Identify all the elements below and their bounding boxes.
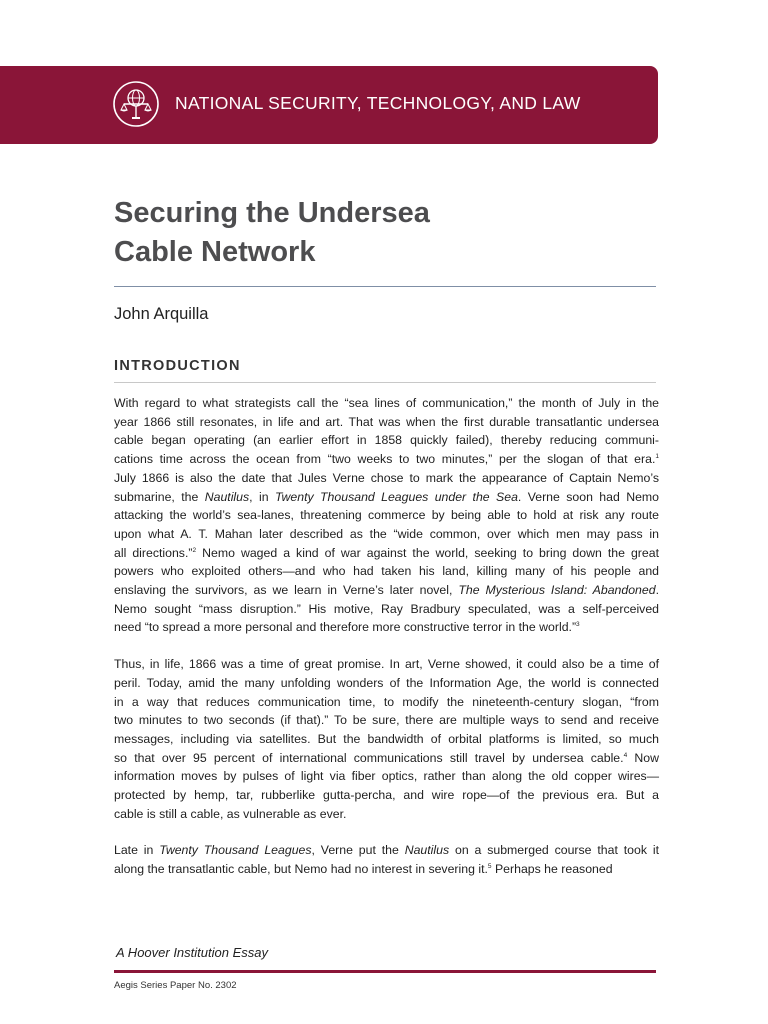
text-run: July 1866 is also the date that Jules Verne chose to mark the appearance of Captain Nemo’s: [114, 470, 659, 485]
section-heading: INTRODUCTION: [114, 358, 241, 374]
paragraph: [114, 841, 659, 878]
text-line: [114, 786, 659, 805]
text-run: .: [655, 583, 659, 598]
text-line: [114, 469, 659, 488]
text-run: two minutes to two seconds (if that).” To be sure, there are multiple ways to send and receive: [114, 713, 659, 728]
text-line: [114, 525, 659, 544]
italic-title: Twenty Thousand Leagues under the Sea: [274, 489, 518, 504]
text-run: cable is still a cable, as vulnerable as ever.: [114, 806, 347, 821]
paper-title: [114, 194, 430, 272]
text-line: [114, 431, 659, 450]
text-run: , Verne put the: [311, 843, 405, 858]
footnote-ref: 4: [623, 751, 628, 759]
essay-label: A Hoover Institution Essay: [116, 945, 268, 960]
body-text: [114, 394, 659, 897]
text-line: [114, 693, 659, 712]
text-line: [114, 394, 659, 413]
title-line-2: Cable Network: [114, 236, 316, 268]
text-line: [114, 805, 659, 824]
text-run: Nemo sought “mass disruption.” His motive, Ray Bradbury speculated, was a self-perceived: [114, 601, 659, 616]
text-run: on a submerged course that took it: [449, 843, 659, 858]
text-line: [114, 506, 659, 525]
footer-divider: [114, 970, 656, 973]
paragraph: [114, 394, 659, 637]
title-line-1: Securing the Undersea: [114, 197, 430, 229]
text-line: [114, 544, 659, 563]
text-run: year 1866 still resonates, in life and art. That was when the first durable transatlantic undersea: [114, 414, 659, 429]
text-run: messages, including via satellites. But the bandwidth of orbital platforms is limited, so much: [114, 731, 659, 746]
text-run: Late in: [114, 843, 160, 858]
text-run: Perhaps he reasoned: [491, 862, 613, 877]
text-line: [114, 730, 659, 749]
text-run: Now: [627, 750, 659, 765]
globe-scales-icon: [112, 80, 160, 128]
italic-title: Nautilus: [404, 843, 450, 858]
text-line: [114, 581, 659, 600]
text-line: [114, 618, 659, 637]
text-run: attacking the world’s sea-lanes, threatening commerce by being able to hold at risk any route: [114, 508, 659, 523]
footnote-ref: 2: [192, 546, 197, 554]
text-line: [114, 860, 659, 879]
footnote-ref: 1: [655, 453, 659, 461]
text-run: , in: [249, 489, 275, 504]
title-divider: [114, 286, 656, 287]
text-run: need “to spread a more personal and therefore more constructive terror in the world.”: [114, 620, 577, 635]
text-run: submarine, the: [114, 489, 205, 504]
text-line: [114, 562, 659, 581]
text-line: [114, 841, 659, 860]
text-run: peril. Today, amid the many unfolding wonders of the Information Age, the world is connected: [114, 675, 659, 690]
text-line: [114, 413, 659, 432]
text-run: powers who exploited others—and who had taken his land, killing many of his people and: [114, 564, 659, 579]
text-line: [114, 767, 659, 786]
text-line: [114, 600, 659, 619]
text-run: Thus, in life, 1866 was a time of great promise. In art, Verne showed, it could also be a time of: [114, 657, 659, 672]
italic-title: The Mysterious Island: Abandoned: [458, 583, 656, 598]
text-run: . Verne soon had Nemo: [517, 489, 660, 504]
text-run: cations time across the ocean from “two weeks to two minutes,” per the slogan of that era.: [114, 452, 656, 467]
italic-title: Nautilus: [204, 489, 250, 504]
text-run: enslaving the survivors, as we learn in Verne’s later novel,: [114, 583, 459, 598]
text-run: along the transatlantic cable, but Nemo had no interest in severing it.: [114, 862, 488, 877]
section-divider: [114, 382, 656, 383]
text-run: With regard to what strategists call the “sea lines of communication,” the month of July in the: [114, 396, 659, 410]
text-line: [114, 450, 659, 469]
text-run: information moves by pulses of light via fiber optics, rather than along the old copper wires—: [114, 769, 659, 784]
banner-title: NATIONAL SECURITY, TECHNOLOGY, AND LAW: [175, 93, 581, 113]
text-run: upon what A. T. Mahan later described as the “wide common, over which men may pass in: [114, 526, 659, 541]
text-line: [114, 711, 659, 730]
paragraph: [114, 655, 659, 823]
text-run: Nemo waged a kind of war against the world, seeking to bring down the great: [196, 545, 659, 560]
text-run: so that over 95 percent of international communications still travel by undersea cable.: [114, 750, 624, 765]
text-line: [114, 488, 659, 507]
text-run: all directions.”: [114, 545, 193, 560]
text-run: protected by hemp, tar, rubberlike gutta-percha, and wire rope—of the previous era. But a: [114, 788, 659, 803]
text-line: [114, 655, 659, 674]
author-name: John Arquilla: [114, 305, 209, 323]
text-run: in a way that reduces communication time, to modify the nineteenth-century slogan, “from: [114, 694, 659, 709]
text-run: cable began operating (an earlier effort in 1858 quickly failed), thereby reducing communi-: [114, 433, 659, 448]
series-label: Aegis Series Paper No. 2302: [114, 980, 237, 991]
text-line: [114, 749, 659, 768]
italic-title: Twenty Thousand Leagues: [159, 843, 312, 858]
text-line: [114, 674, 659, 693]
footnote-ref: 5: [487, 863, 492, 871]
footnote-ref: 3: [576, 621, 580, 629]
